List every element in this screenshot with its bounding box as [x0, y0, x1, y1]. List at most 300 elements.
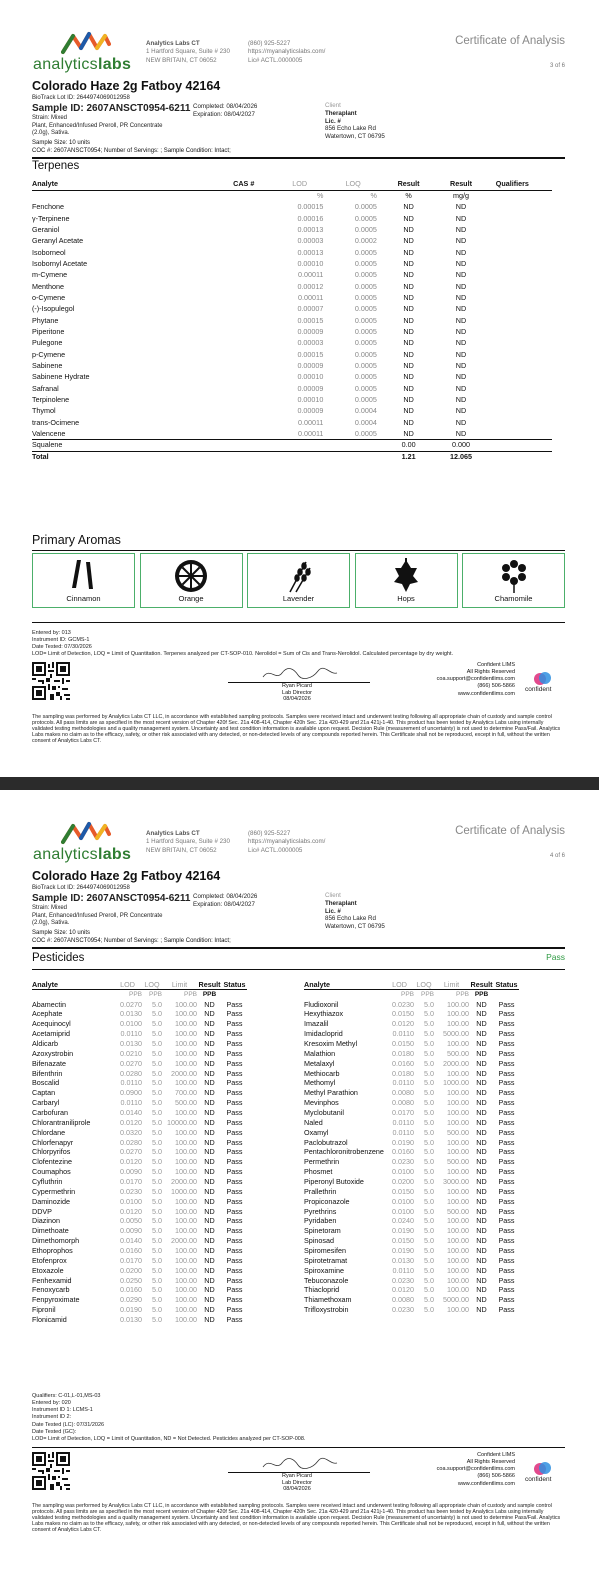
analyte-name: Methomyl — [304, 1078, 336, 1088]
table-row — [32, 247, 552, 258]
dates-block — [193, 893, 257, 909]
lod-value: 0.00013 — [297, 224, 324, 234]
lab-url[interactable]: https://myanalyticslabs.com/ — [248, 48, 326, 56]
lod-value: 0.00011 — [297, 270, 324, 280]
table-row — [304, 1128, 519, 1138]
result-value: ND — [476, 1137, 487, 1147]
loq-value: 5.0 — [424, 1285, 434, 1295]
lims-url[interactable]: www.confidentlims.com — [457, 690, 515, 697]
analyte-name: Chlordane — [32, 1127, 66, 1137]
loq-value: 0.0005 — [354, 383, 377, 393]
result-mg: 12.065 — [434, 451, 487, 462]
limit-value: 100.00 — [447, 1245, 469, 1255]
limit-value: 100.00 — [175, 1265, 197, 1275]
table-row — [32, 270, 552, 281]
strain: Strain: Mixed — [32, 115, 68, 121]
lod-value: 0.0190 — [392, 1226, 414, 1236]
cas-number — [233, 213, 276, 224]
result-mg: ND — [455, 349, 467, 359]
result-mg: ND — [455, 258, 467, 268]
lod-value: 0.0130 — [120, 1009, 142, 1019]
table-row — [304, 1108, 519, 1118]
status-value: Pass — [226, 1068, 243, 1078]
status-value: Pass — [226, 1295, 243, 1305]
result-value: ND — [204, 1038, 215, 1048]
loq-value: 5.0 — [152, 1137, 162, 1147]
result-value: ND — [204, 1216, 215, 1226]
lod-value: 0.0170 — [392, 1107, 414, 1117]
status-value: Pass — [498, 1019, 515, 1029]
loq-value: 5.0 — [424, 1107, 434, 1117]
lod-value: 0.0900 — [120, 1088, 142, 1098]
qualifier — [488, 338, 552, 349]
analyte-name: Oxamyl — [304, 1127, 329, 1137]
unit: PPB — [183, 991, 197, 999]
table-row — [304, 1118, 519, 1128]
aroma-label: Chamomile — [494, 594, 533, 604]
lod-value: 0.0250 — [120, 1275, 142, 1285]
result-value: ND — [476, 1285, 487, 1295]
table-row — [32, 1128, 247, 1138]
table-row — [32, 1039, 247, 1049]
lod-value: 0.0190 — [392, 1245, 414, 1255]
result-value: ND — [476, 1196, 487, 1206]
result-pct: 1.21 — [383, 451, 434, 462]
lod-value: 0.00010 — [297, 372, 324, 382]
table-row — [32, 1226, 247, 1236]
lod-value: 0.0110 — [392, 1127, 414, 1137]
loq-value: 5.0 — [152, 1019, 162, 1029]
result-value: ND — [204, 1176, 215, 1186]
status-value: Pass — [498, 1117, 515, 1127]
lab-phone: (860) 925-5227 — [248, 830, 291, 837]
col-analyte: Analyte — [32, 179, 233, 190]
limit-value: 100.00 — [175, 1285, 197, 1295]
limit-value: 2000.00 — [171, 1236, 197, 1246]
limit-value: 500.00 — [447, 1048, 469, 1058]
mountain-logo-icon — [61, 30, 111, 56]
lab-name: Analytics Labs CT — [146, 830, 200, 837]
signer-title: Lab Director — [282, 689, 312, 696]
product-type: Plant, Enhanced/Infused Preroll, PR Concentrate — [32, 912, 163, 919]
table-header-row — [32, 179, 552, 190]
analyte-name: Methyl Parathion — [304, 1088, 358, 1098]
status-value: Pass — [498, 1245, 515, 1255]
status-value: Pass — [498, 1216, 515, 1226]
lod-value: 0.0110 — [120, 1078, 142, 1088]
analyte-name: Kresoxim Methyl — [304, 1038, 358, 1048]
cas-number — [233, 383, 276, 394]
limit-value: 100.00 — [175, 1157, 197, 1167]
col-lod: LOD — [113, 980, 142, 990]
lod-value: 0.0100 — [392, 1196, 414, 1206]
divider — [32, 1447, 565, 1448]
table-row — [32, 1266, 247, 1276]
result-pct: ND — [403, 304, 414, 314]
loq-value: 0.0004 — [354, 417, 377, 427]
result-value: ND — [204, 1186, 215, 1196]
limit-value: 2000.00 — [171, 1176, 197, 1186]
analyte-name: Spiromesifen — [304, 1245, 346, 1255]
client-name: Theraplant — [325, 899, 357, 907]
analyte-name: Aldicarb — [32, 1038, 58, 1048]
divider — [32, 947, 565, 949]
status-value: Pass — [498, 1058, 515, 1068]
status-value: Pass — [498, 1255, 515, 1265]
status-value: Pass — [498, 1186, 515, 1196]
loq-value: 5.0 — [424, 1295, 434, 1305]
analyte-name: Spinosad — [304, 1236, 334, 1246]
analyte-name: Geraniol — [32, 224, 60, 234]
table-row — [32, 326, 552, 337]
table-row — [32, 1059, 247, 1069]
lod-value: 0.0180 — [392, 1068, 414, 1078]
lims-block — [437, 662, 515, 698]
lod-value: 0.0230 — [392, 1275, 414, 1285]
sample-id: Sample ID: 2607ANSCT0954-6211 — [32, 102, 191, 114]
client-license: Lic. # — [325, 907, 341, 915]
divider — [32, 969, 565, 970]
col-cas: CAS # — [233, 179, 276, 190]
aroma-card — [32, 553, 135, 608]
table-row — [304, 1207, 519, 1217]
loq-value: 5.0 — [152, 1078, 162, 1088]
qr-code-icon — [32, 1452, 70, 1490]
status-value: Pass — [498, 1226, 515, 1236]
loq-value: 0.0005 — [354, 292, 377, 302]
result-value: ND — [476, 1147, 487, 1157]
analyte-name: Squalene — [32, 440, 233, 451]
lod-value: 0.0290 — [120, 1295, 142, 1305]
status-value: Pass — [226, 1038, 243, 1048]
result-value: ND — [204, 1196, 215, 1206]
table-row — [32, 1019, 247, 1029]
loq-value: 0.0005 — [354, 224, 377, 234]
loq-value: 5.0 — [424, 1009, 434, 1019]
client-name: Theraplant — [325, 109, 357, 117]
status-value: Pass — [226, 1078, 243, 1088]
lod-value: 0.0240 — [392, 1216, 414, 1226]
qualifier — [488, 349, 552, 360]
status-value: Pass — [226, 1285, 243, 1295]
lod-value: 0.0210 — [120, 1048, 142, 1058]
limit-value: 100.00 — [175, 1206, 197, 1216]
analyte-name: Prallethrin — [304, 1186, 337, 1196]
lod-value: 0.0120 — [392, 1285, 414, 1295]
result-value: ND — [204, 1245, 215, 1255]
loq-value: 5.0 — [424, 1186, 434, 1196]
loq-value: 5.0 — [424, 1078, 434, 1088]
result-value: ND — [476, 999, 487, 1009]
table-row — [32, 1000, 247, 1010]
aromas-row — [32, 553, 565, 608]
pesticides-table-left — [32, 980, 247, 1325]
col-analyte: Analyte — [32, 980, 113, 990]
result-pct: ND — [403, 236, 414, 246]
section-title-terpenes: Terpenes — [32, 160, 80, 172]
limit-value: 100.00 — [447, 1216, 469, 1226]
lab-address1: 1 Hartford Square, Suite # 230 — [146, 838, 230, 846]
analyte-name: Tebuconazole — [304, 1275, 349, 1285]
client-address2: Watertown, CT 06795 — [325, 923, 385, 930]
result-value: ND — [204, 1029, 215, 1039]
loq-value: 5.0 — [152, 1255, 162, 1265]
result-value: ND — [476, 1088, 487, 1098]
analyte-name: Diazinon — [32, 1216, 60, 1226]
lod-value: 0.00011 — [297, 428, 324, 438]
status-value: Pass — [226, 1275, 243, 1285]
lab-address-block — [146, 40, 230, 65]
table-row — [304, 1079, 519, 1089]
limit-value: 100.00 — [447, 1196, 469, 1206]
analyte-name: Terpinolene — [32, 395, 70, 405]
expiration-date: Expiration: 08/04/2027 — [193, 111, 255, 119]
expiration-date: Expiration: 08/04/2027 — [193, 901, 255, 909]
analyte-name: Boscalid — [32, 1078, 60, 1088]
lab-license: Lic# ACTL.0000005 — [248, 846, 303, 854]
analyte-name: m-Cymene — [32, 270, 68, 280]
analytics-labs-logo — [33, 820, 137, 864]
date-tested-lc: Date Tested (LC): 07/31/2026 — [32, 1421, 105, 1428]
col-result: Result — [198, 979, 221, 989]
loq-value: 5.0 — [424, 1048, 434, 1058]
analyte-name: Imazalil — [304, 1019, 329, 1029]
loq-value: 5.0 — [152, 1029, 162, 1039]
limit-value: 100.00 — [175, 1058, 197, 1068]
result-mg: ND — [455, 395, 467, 405]
analyte-name: Isoborneol — [32, 247, 66, 257]
lod-value: 0.00009 — [297, 383, 324, 393]
result-pct: ND — [403, 224, 414, 234]
limit-value: 100.00 — [447, 1038, 469, 1048]
result-value: ND — [204, 1167, 215, 1177]
page-number: 4 of 6 — [549, 853, 565, 859]
limit-value: 100.00 — [175, 999, 197, 1009]
table-row — [32, 1207, 247, 1217]
lod-value: 0.0080 — [392, 1295, 414, 1305]
lims-email[interactable]: coa.support@confidentlims.com — [436, 1466, 515, 1473]
col-analyte: Analyte — [304, 980, 385, 990]
lod-value: 0.0150 — [392, 1236, 414, 1246]
unit: PPB — [420, 991, 434, 999]
loq-value: 0.0005 — [354, 213, 377, 223]
table-row — [32, 1157, 247, 1167]
unit: PPB — [148, 991, 162, 999]
table-row — [32, 1315, 247, 1325]
analyte-name: Flonicamid — [32, 1315, 67, 1324]
analyte-name: Bifenthrin — [32, 1068, 63, 1078]
status-value: Pass — [226, 1216, 243, 1226]
analyte-name: Metalaxyl — [304, 1058, 335, 1068]
analyte-name: Thiacloprid — [304, 1285, 340, 1295]
product-name: Colorado Haze 2g Fatboy 42164 — [32, 79, 221, 93]
qr-code[interactable] — [32, 1452, 70, 1490]
limit-value: 5000.00 — [443, 1295, 469, 1305]
limit-value: 100.00 — [175, 1019, 197, 1029]
lod-value: 0.00009 — [297, 406, 324, 416]
section-title-aromas: Primary Aromas — [32, 533, 121, 547]
result-value: ND — [204, 1137, 215, 1147]
result-mg: ND — [455, 304, 467, 314]
table-row — [304, 1069, 519, 1079]
product-type-2: (2.0g), Sativa. — [32, 920, 70, 926]
units-row — [32, 990, 247, 1000]
col-status: Status — [495, 979, 518, 989]
status-value: Pass — [498, 1009, 515, 1019]
aroma-card — [462, 553, 565, 608]
table-row — [304, 1197, 519, 1207]
confident-logo-icon — [533, 1460, 553, 1476]
table-row — [32, 292, 552, 303]
table-row — [304, 1157, 519, 1167]
table-row — [32, 1010, 247, 1020]
result-value: ND — [476, 1157, 487, 1167]
analyte-name: Pulegone — [32, 338, 63, 348]
analyte-name: Safranal — [32, 383, 59, 393]
limit-value: 100.00 — [175, 1009, 197, 1019]
table-row — [304, 1019, 519, 1029]
cinnamon-icon — [69, 558, 99, 592]
sample-info — [32, 140, 231, 156]
limit-value: 2000.00 — [443, 1058, 469, 1068]
lims-name: Confident LIMS — [477, 662, 515, 668]
status-value: Pass — [226, 1127, 243, 1137]
loq-value: 5.0 — [152, 1265, 162, 1275]
loq-value: 5.0 — [424, 1226, 434, 1236]
result-pct: ND — [403, 258, 414, 268]
entered-by: Entered by: 020 — [32, 1400, 71, 1407]
result-value: ND — [204, 1226, 215, 1236]
cas-number — [233, 224, 276, 235]
signature-icon — [260, 1455, 340, 1473]
status-value: Pass — [226, 1206, 243, 1216]
lod-value: 0.0130 — [120, 1315, 142, 1324]
loq-value: 5.0 — [424, 1068, 434, 1078]
result-value: ND — [204, 1265, 215, 1275]
lod-value: 0.00011 — [297, 417, 324, 427]
loq-value: 0.0005 — [354, 270, 377, 280]
signer-title: Lab Director — [282, 1479, 312, 1486]
limit-value: 100.00 — [447, 1137, 469, 1147]
status-value: Pass — [226, 1315, 243, 1324]
aroma-label: Orange — [178, 594, 204, 604]
analyte-name: Phosmet — [304, 1167, 333, 1177]
status-value: Pass — [226, 1176, 243, 1186]
result-pct: ND — [403, 327, 414, 336]
lod-value: 0.0230 — [392, 1305, 414, 1315]
table-row — [32, 224, 552, 235]
result-value: ND — [476, 1206, 487, 1216]
disclaimer: The sampling was performed by Analytics Labs CT LLC, in accordance with established sampling protocols. Samples were received intact and underwent testing following all appropriate chain of custody and sample control protocols. All pass limits are as specified in the most recent version of Chapter 420f Sec. 21a 408-414, Chapter 420h Sec. 21a 420-429 and 21a 421j-1-40. This product has been tested by Analytics Labs using internally validated testing methodologies and a quality management system. Uncertainty and test condition information is available upon request. Decision Rule (measurement of uncertainty) is not used to determine Pass/Fail. Analytics Labs makes no claim as to the efficacy, safety, or other risk associated with any detected, or non-detected levels of any compounds reported herein. This Certificate shall not be reproduced, except in full, without the written consent of Analytics Labs CT. — [32, 714, 561, 745]
qualifier — [488, 361, 552, 372]
table-row — [32, 440, 552, 451]
qualifier — [488, 417, 552, 428]
lod-value: 0.0050 — [120, 1216, 142, 1226]
analyte-name: Hexythiazox — [304, 1009, 344, 1019]
loq-value: 5.0 — [424, 1137, 434, 1147]
result-value: ND — [204, 1255, 215, 1265]
table-row — [32, 417, 552, 428]
analyte-name: Chlorantraniliprole — [32, 1117, 91, 1127]
analyte-name: Cypermethrin — [32, 1186, 76, 1196]
page-separator — [0, 777, 599, 790]
lims-email[interactable]: coa.support@confidentlims.com — [436, 676, 515, 683]
result-pct: ND — [403, 383, 414, 393]
status-value: Pass — [498, 1107, 515, 1117]
analyte-name: Thiamethoxam — [304, 1295, 352, 1305]
lod-value: 0.0100 — [120, 1019, 142, 1029]
analyte-name: Sabinene — [32, 361, 63, 371]
analyte-name: Isobornyl Acetate — [32, 258, 88, 268]
col-lod: LOD — [276, 179, 329, 190]
result-value: ND — [204, 1236, 215, 1246]
unit: PPB — [455, 991, 469, 999]
loq-value: 5.0 — [152, 1285, 162, 1295]
limit-value: 100.00 — [175, 1167, 197, 1177]
cas-number — [233, 315, 276, 326]
lod-value: 0.0170 — [120, 1255, 142, 1265]
result-value: ND — [204, 1078, 215, 1088]
status-value: Pass — [226, 1226, 243, 1236]
lims-url[interactable]: www.confidentlims.com — [457, 1480, 515, 1487]
status-value: Pass — [226, 1048, 243, 1058]
loq-value: 5.0 — [152, 1226, 162, 1236]
lod-value: 0.0160 — [120, 1245, 142, 1255]
client-address2: Watertown, CT 06795 — [325, 133, 385, 140]
table-row — [32, 1079, 247, 1089]
result-value: ND — [476, 1107, 487, 1117]
qr-code[interactable] — [32, 662, 70, 700]
analyte-name: Valencene — [32, 428, 66, 438]
chamomile-icon — [499, 558, 529, 594]
result-value: ND — [476, 1176, 487, 1186]
table-row — [304, 1286, 519, 1296]
result-value: ND — [476, 1098, 487, 1108]
lod-value: 0.00003 — [297, 236, 324, 246]
loq-value: 0.0005 — [354, 349, 377, 359]
limit-value: 100.00 — [447, 1088, 469, 1098]
result-mg: ND — [455, 224, 467, 234]
lod-value: 0.0280 — [120, 1137, 142, 1147]
limit-value: 500.00 — [447, 1206, 469, 1216]
cas-number — [233, 406, 276, 417]
status-value: Pass — [498, 1098, 515, 1108]
analyte-name: Pyrethrins — [304, 1206, 337, 1216]
table-row — [304, 1246, 519, 1256]
status-value: Pass — [226, 1255, 243, 1265]
table-row — [304, 1177, 519, 1187]
loq-value: 5.0 — [424, 1038, 434, 1048]
result-value: ND — [476, 1245, 487, 1255]
result-pct: ND — [403, 406, 414, 416]
loq-value: 5.0 — [424, 1127, 434, 1137]
limit-value: 2000.00 — [171, 1068, 197, 1078]
lod-value: 0.0140 — [120, 1107, 142, 1117]
lod-value: 0.0270 — [120, 999, 142, 1009]
table-row — [304, 1236, 519, 1246]
loq-value: 5.0 — [152, 1196, 162, 1206]
orange-icon — [173, 558, 209, 594]
table-row — [304, 1187, 519, 1197]
lod-value: 0.0090 — [120, 1226, 142, 1236]
sample-size: Sample Size: 10 units — [32, 930, 91, 936]
table-row — [32, 1049, 247, 1059]
lab-url[interactable]: https://myanalyticslabs.com/ — [248, 838, 326, 846]
limit-value: 100.00 — [447, 1186, 469, 1196]
limit-value: 100.00 — [175, 1196, 197, 1206]
table-row — [32, 1108, 247, 1118]
result-mg: ND — [455, 361, 467, 371]
